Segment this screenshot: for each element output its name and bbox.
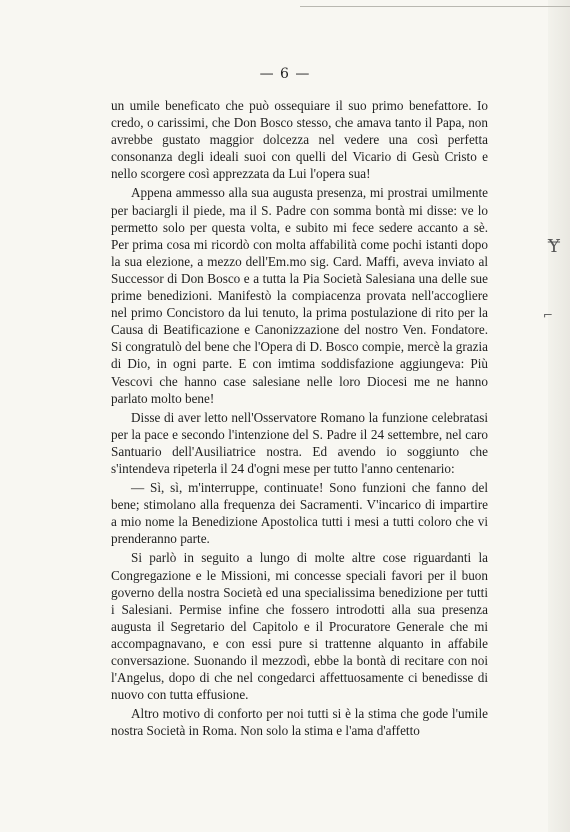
body-text (111, 97, 488, 739)
top-edge-line (300, 6, 570, 7)
paragraph-4: — Sì, sì, m'interruppe, continuate! Sono funzioni che fanno del bene; stimolano alla frequenza dei Sacramenti. V'incarico di impartire a mio nome la Benedizione Apostolica tutti i mesi a tutti coloro che vi prenderanno parte. (111, 480, 488, 547)
margin-annotation-mark: ⌐ (543, 308, 554, 322)
paragraph-5: Si parlò in seguito a lungo di molte altre cose riguardanti la Congregazione e le Missioni, mi concesse speciali favori per il buon governo della nostra Società ed una specialissima benedizione per tutti i Salesiani. Permise infine che fossero introdotti alla sua presenza augusta il Segretario del Capitolo e il Procuratore Generale che mi accompagnavano, e con essi pure si trattenne alquanto in affabile conversazione. Suonando il mezzodì, ebbe la bontà di recitare con noi l'Angelus, dopo di che nel congedarci affettuosamente ci benedisse di nuovo con tutta effusione. (111, 550, 488, 703)
paragraph-3: Disse di aver letto nell'Osservatore Romano la funzione celebratasi per la pace e secondo l'intenzione del S. Padre il 24 settembre, nel caro Santuario dell'Ausiliatrice nostra. Ed avendo io soggiunto che s'intendeva ripeterla il 24 d'ogni mese per tutto l'anno centenario: (111, 409, 488, 476)
paragraph-1: un umile beneficato che può ossequiare il suo primo benefattore. Io credo, o carissimi, che Don Bosco stesso, che amava tanto il Papa, non avrebbe gustato maggior dolcezza nel vedere una così perfetta consonanza degli ideali suoi con quelli del Vicario di Gesù Cristo e nello scorgere così apprezzata da Lui l'opera sua! (111, 98, 488, 182)
page-number: — 6 — (259, 66, 311, 82)
margin-annotation-mark: Ɏ (548, 236, 560, 257)
paragraph-2: Appena ammesso alla sua augusta presenza, mi prostrai umilmente per baciargli il piede, ma il S. Padre con somma bontà mi disse: ve lo permetto solo per questa volta, e subito mi fece sedere accanto a sè. Per prima cosa mi ricordò con molta affabilità come pochi istanti dopo la sua elezione, a mezzo dell'Em.mo sig. Card. Maffi, aveva inviato al Successor di Don Bosco e a tutta la Pia Società Salesiana una delle sue prime benedizioni. Manifestò la compiacenza provata nell'accogliere nel primo Concistoro da lui tenuto, la prima postulazione di rito per la Causa di Beatificazione e Canonizzazione del nostro Ven. Fondatore. Si congratulò del bene che l'Opera di D. Bosco compie, mercè la grazia di Dio, in ogni parte. E con imtima soddisfazione aggiungeva: Più Vescovi che hanno case salesiane nelle loro Diocesi me ne hanno parlato molto bene! (111, 185, 488, 406)
paragraph-6: Altro motivo di conforto per noi tutti si è la stima che gode l'umile nostra Società in Roma. Non solo la stima e l'ama d'affetto (111, 706, 488, 739)
page-edge-shadow (548, 0, 570, 832)
